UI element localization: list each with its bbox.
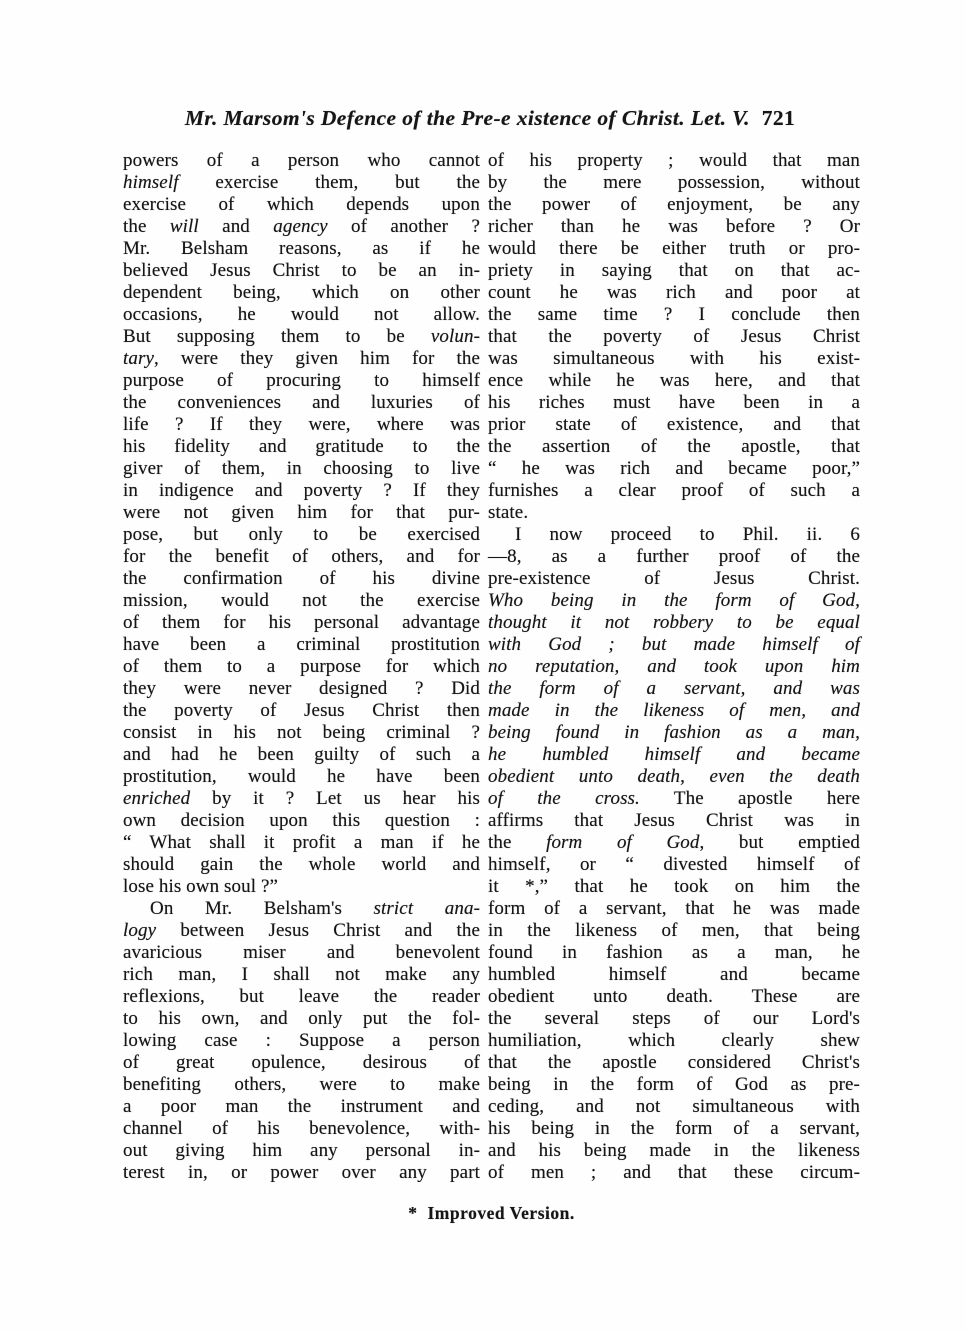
text-line <box>123 216 480 238</box>
text-segment: of them for his personal advantage <box>123 612 480 633</box>
text-segment: believed Jesus Christ to be an in- <box>123 260 480 281</box>
text-line <box>123 304 480 326</box>
text-segment: lowing case : Suppose a person <box>123 1030 480 1051</box>
text-line <box>123 1074 480 1096</box>
text-segment: the same time ? I conclude then <box>488 304 860 325</box>
text-line <box>123 656 480 678</box>
text-segment: state. <box>488 502 529 523</box>
text-line <box>488 304 860 326</box>
text-line <box>488 260 860 282</box>
text-line <box>123 722 480 744</box>
left-text-column <box>123 150 480 1184</box>
text-line <box>488 590 860 612</box>
text-segment: pose, but only to be exercised <box>123 524 480 545</box>
text-segment: terest in, or power over any part <box>123 1162 480 1183</box>
text-segment: in the likeness of men, that being <box>488 920 860 941</box>
text-line <box>123 920 480 942</box>
text-line <box>488 150 860 172</box>
text-line <box>488 238 860 260</box>
text-line <box>123 568 480 590</box>
text-line <box>123 766 480 788</box>
text-segment: and had he been guilty of such a <box>123 744 480 765</box>
text-line <box>488 634 860 656</box>
text-segment: mission, would not the exercise <box>123 590 480 611</box>
text-line <box>488 920 860 942</box>
italic-text-segment: agency <box>273 216 328 237</box>
text-segment: priety in saying that on that ac- <box>488 260 860 281</box>
text-segment: humbled himself and became <box>488 964 860 985</box>
text-segment: in indigence and poverty ? If they <box>123 480 480 501</box>
page-number: 721 <box>761 106 796 130</box>
text-segment: the confirmation of his divine <box>123 568 480 589</box>
text-segment: furnishes a clear proof of such a <box>488 480 860 501</box>
text-line <box>123 810 480 832</box>
text-line <box>123 612 480 634</box>
text-segment: being in the form of God as pre- <box>488 1074 860 1095</box>
text-line <box>123 150 480 172</box>
text-segment: “ he was rich and became poor,” <box>488 458 860 479</box>
text-line <box>488 1008 860 1030</box>
text-line <box>488 612 860 634</box>
text-line <box>488 744 860 766</box>
italic-text-segment: tary <box>123 348 155 369</box>
text-line <box>123 392 480 414</box>
text-segment: life ? If they were, where was <box>123 414 480 435</box>
text-segment: ence while he was here, and that <box>488 370 860 391</box>
text-line <box>488 568 860 590</box>
running-title: Mr. Marsom's Defence of the Pre-e xistence of Christ. Let. V. <box>184 106 750 130</box>
text-segment: was simultaneous with his exist- <box>488 348 860 369</box>
text-line <box>123 678 480 700</box>
text-segment: The apostle here <box>639 788 860 809</box>
text-line <box>123 744 480 766</box>
text-line <box>488 854 860 876</box>
text-line <box>488 678 860 700</box>
text-line <box>488 1096 860 1118</box>
text-segment: own decision upon this question : <box>123 810 480 831</box>
text-line <box>123 370 480 392</box>
text-line <box>488 722 860 744</box>
text-line <box>123 942 480 964</box>
italic-text-segment: obedient unto death, even the death <box>488 766 860 787</box>
text-line <box>123 964 480 986</box>
italic-text-segment: logy <box>123 920 157 941</box>
text-segment: reflexions, but leave the reader <box>123 986 480 1007</box>
text-segment: it *,” that he took on him the <box>488 876 860 897</box>
text-line <box>123 436 480 458</box>
text-line <box>123 1008 480 1030</box>
text-segment: and his being made in the likeness <box>488 1140 860 1161</box>
text-segment: of great opulence, desirous of <box>123 1052 480 1073</box>
text-line <box>123 502 480 524</box>
text-segment: the conveniences and luxuries of <box>123 392 480 413</box>
text-segment: of them to a purpose for which <box>123 656 480 677</box>
italic-text-segment: with God ; but made himself of <box>488 634 860 655</box>
text-segment: prior state of existence, and that <box>488 414 860 435</box>
text-segment: his fidelity and gratitude to the <box>123 436 480 457</box>
text-line <box>123 414 480 436</box>
text-line <box>488 832 860 854</box>
footnote-text: Improved Version. <box>427 1203 575 1223</box>
italic-text-segment: will <box>169 216 199 237</box>
text-segment: to his own, and only put the fol- <box>123 1008 480 1029</box>
italic-text-segment: he humbled himself and became <box>488 744 860 765</box>
text-line <box>123 348 480 370</box>
text-segment: channel of his benevolence, with- <box>123 1118 480 1139</box>
text-segment: that the apostle considered Christ's <box>488 1052 860 1073</box>
text-segment: a poor man the instrument and <box>123 1096 480 1117</box>
italic-text-segment: enriched <box>123 788 191 809</box>
text-segment: by the mere possession, without <box>488 172 860 193</box>
text-line <box>488 546 860 568</box>
text-segment: consist in his not being criminal ? <box>123 722 480 743</box>
text-segment: , were they given him for the <box>154 348 480 369</box>
text-line <box>123 458 480 480</box>
text-line <box>123 1096 480 1118</box>
text-segment: avaricious miser and benevolent <box>123 942 480 963</box>
text-segment: of men ; and that these circum- <box>488 1162 860 1183</box>
text-segment: the power of enjoyment, be any <box>488 194 860 215</box>
text-segment: ceding, and not simultaneous with <box>488 1096 860 1117</box>
text-segment: by it ? Let us hear his <box>190 788 480 809</box>
text-segment: himself, or “ divested himself of <box>488 854 860 875</box>
right-text-column <box>488 150 860 1184</box>
text-line <box>123 546 480 568</box>
text-segment: —8, as a further proof of the <box>488 546 860 567</box>
text-segment: I now proceed to Phil. ii. 6 <box>515 524 860 545</box>
text-segment: have been a criminal prostitution <box>123 634 480 655</box>
text-segment: obedient unto death. These are <box>488 986 860 1007</box>
text-line <box>488 942 860 964</box>
text-segment: that the poverty of Jesus Christ <box>488 326 860 347</box>
text-segment: the <box>488 832 547 853</box>
text-segment: they were never designed ? Did <box>123 678 480 699</box>
text-line <box>123 590 480 612</box>
text-line <box>488 656 860 678</box>
text-segment: Mr. Belsham reasons, as if he <box>123 238 480 259</box>
text-segment: On Mr. Belsham's <box>150 898 374 919</box>
text-line <box>123 238 480 260</box>
italic-text-segment: made in the likeness of men, and <box>488 700 860 721</box>
italic-text-segment: no reputation, and took upon him <box>488 656 860 677</box>
text-segment: were not given him for that pur- <box>123 502 480 523</box>
text-segment: humiliation, which clearly shew <box>488 1030 860 1051</box>
text-segment: exercise of which depends upon <box>123 194 480 215</box>
text-line <box>488 326 860 348</box>
text-line <box>123 854 480 876</box>
text-line <box>488 964 860 986</box>
text-segment: form of a servant, that he was made <box>488 898 860 919</box>
text-segment: lose his own soul ?” <box>123 876 279 897</box>
text-line <box>488 414 860 436</box>
text-segment: richer than he was before ? Or <box>488 216 860 237</box>
text-line <box>123 1030 480 1052</box>
text-line <box>123 172 480 194</box>
text-line <box>488 458 860 480</box>
text-segment: rich man, I shall not make any <box>123 964 480 985</box>
text-line <box>488 436 860 458</box>
text-line <box>123 1118 480 1140</box>
text-segment: his being in the form of a servant, <box>488 1118 860 1139</box>
text-segment: should gain the whole world and <box>123 854 480 875</box>
italic-text-segment: being found in fashion as a man, <box>488 722 860 743</box>
text-line <box>488 502 860 524</box>
text-segment: would there be either truth or pro- <box>488 238 860 259</box>
text-line <box>488 810 860 832</box>
footnote <box>123 1203 860 1224</box>
italic-text-segment: himself <box>123 172 179 193</box>
text-line <box>123 700 480 722</box>
text-line <box>123 876 480 898</box>
text-line <box>123 788 480 810</box>
text-segment: powers of a person who cannot <box>123 150 480 171</box>
text-segment: between Jesus Christ and the <box>156 920 480 941</box>
text-segment: and <box>198 216 274 237</box>
text-line <box>488 282 860 304</box>
text-columns <box>123 150 860 1184</box>
italic-text-segment: form of God <box>546 832 700 853</box>
text-line <box>123 1052 480 1074</box>
text-line <box>488 1030 860 1052</box>
text-segment: his riches must have been in a <box>488 392 860 413</box>
footnote-asterisk-marker: * <box>408 1203 418 1223</box>
italic-text-segment: Who being in the form of God, <box>488 590 860 611</box>
text-line <box>488 524 860 546</box>
text-segment: pre-existence of Jesus Christ. <box>488 568 860 589</box>
text-segment: the several steps of our Lord's <box>488 1008 860 1029</box>
text-line <box>488 700 860 722</box>
text-line <box>488 1162 860 1184</box>
italic-text-segment: strict ana- <box>373 898 480 919</box>
text-line <box>123 1140 480 1162</box>
text-segment: out giving him any personal in- <box>123 1140 480 1161</box>
text-line <box>123 260 480 282</box>
text-line <box>488 172 860 194</box>
text-segment: of another ? <box>327 216 480 237</box>
text-segment: , but emptied <box>699 832 860 853</box>
text-line <box>488 216 860 238</box>
text-line <box>488 1140 860 1162</box>
text-line <box>488 986 860 1008</box>
text-line <box>123 634 480 656</box>
text-line <box>123 832 480 854</box>
text-line <box>488 1052 860 1074</box>
italic-text-segment: volun- <box>430 326 480 347</box>
text-line <box>488 898 860 920</box>
text-line <box>488 392 860 414</box>
text-line <box>488 1118 860 1140</box>
italic-text-segment: of the cross. <box>488 788 640 809</box>
text-segment: But supposing them to be <box>123 326 431 347</box>
text-line <box>488 370 860 392</box>
text-segment: “ What shall it profit a man if he <box>123 832 480 853</box>
text-segment: of his property ; would that man <box>488 150 860 171</box>
text-line <box>123 1162 480 1184</box>
text-line <box>488 480 860 502</box>
text-segment: the <box>123 216 170 237</box>
text-segment: count he was rich and poor at <box>488 282 860 303</box>
text-line <box>123 986 480 1008</box>
text-segment: occasions, he would not allow. <box>123 304 480 325</box>
text-segment: dependent being, which on other <box>123 282 480 303</box>
text-line <box>488 766 860 788</box>
text-segment: purpose of procuring to himself <box>123 370 480 391</box>
text-line <box>488 1074 860 1096</box>
text-line <box>123 898 480 920</box>
text-segment: exercise them, but the <box>178 172 480 193</box>
text-segment: benefiting others, were to make <box>123 1074 480 1095</box>
text-line <box>123 480 480 502</box>
text-line <box>488 876 860 898</box>
italic-text-segment: the form of a servant, and was <box>488 678 860 699</box>
text-segment: affirms that Jesus Christ was in <box>488 810 860 831</box>
text-line <box>123 194 480 216</box>
text-segment: prostitution, would he have been <box>123 766 480 787</box>
text-line <box>123 524 480 546</box>
text-line <box>123 326 480 348</box>
text-segment: the poverty of Jesus Christ then <box>123 700 480 721</box>
text-line <box>488 788 860 810</box>
text-line <box>488 194 860 216</box>
text-segment: the assertion of the apostle, that <box>488 436 860 457</box>
text-line <box>123 282 480 304</box>
text-line <box>488 348 860 370</box>
italic-text-segment: thought it not robbery to be equal <box>488 612 860 633</box>
text-segment: found in fashion as a man, he <box>488 942 860 963</box>
page-header <box>118 106 862 131</box>
text-segment: for the benefit of others, and for <box>123 546 480 567</box>
text-segment: giver of them, in choosing to live <box>123 458 480 479</box>
